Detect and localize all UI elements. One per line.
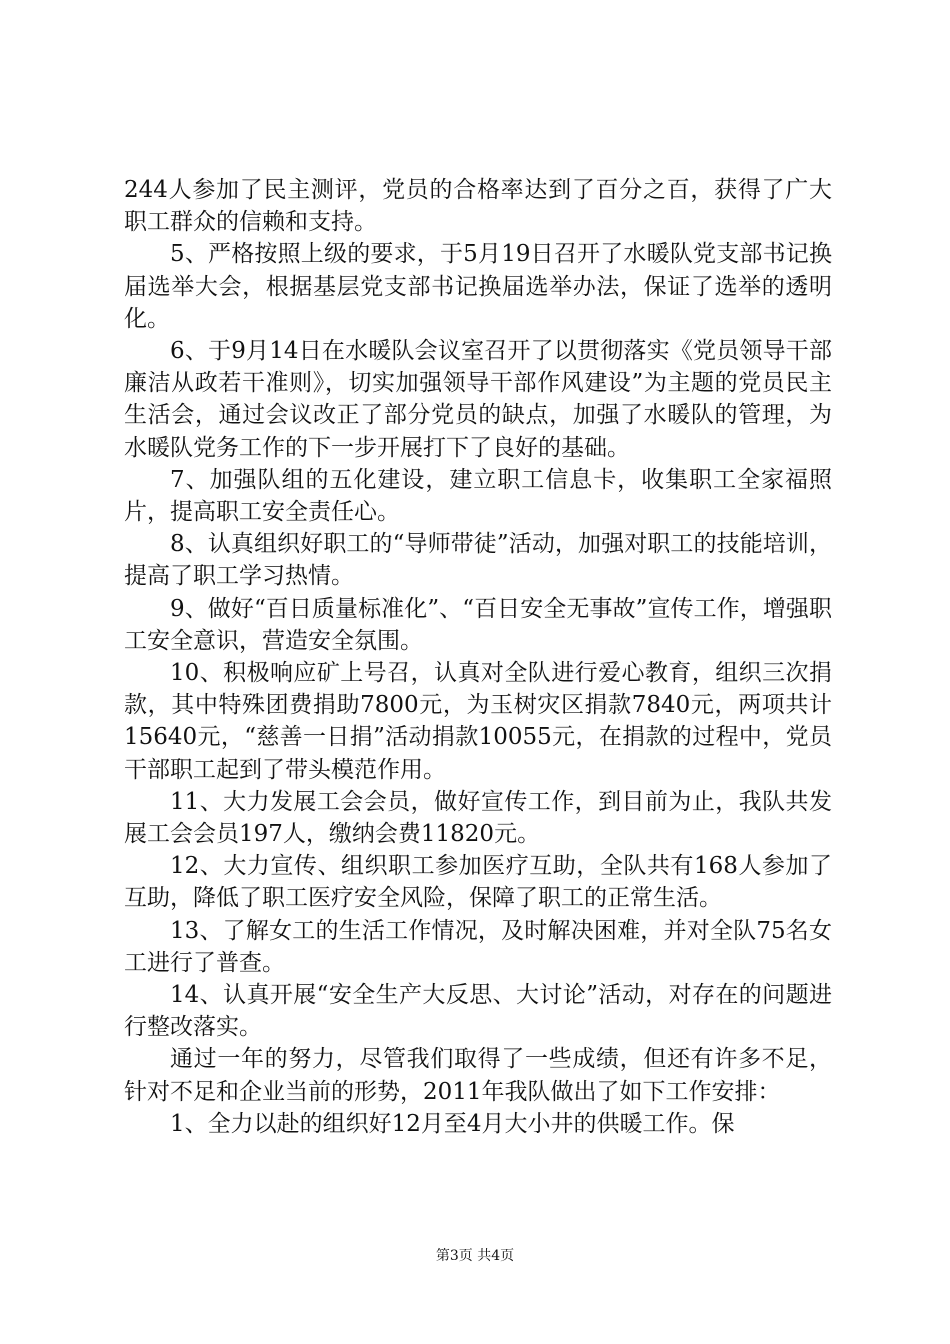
paragraph-13: 1、全力以赴的组织好12月至4月大小井的供暖工作。保 <box>170 1110 735 1137</box>
paragraph-10: 13、了解女工的生活工作情况，及时解决困难，并对全队75名女工进行了普查。 <box>124 917 832 976</box>
paragraph-1: 244人参加了民主测评，党员的合格率达到了百分之百，获得了广大职工群众的信赖和支持。 <box>124 177 832 236</box>
paragraph-6: 9、做好“百日质量标准化”、“百日安全无事故”宣传工作，增强职工安全意识，营造安全氛围。 <box>124 595 832 654</box>
paragraph-11: 14、认真开展“安全生产大反思、大讨论”活动，对存在的问题进行整改落实。 <box>124 982 832 1041</box>
paragraph-3: 6、于9月14日在水暖队会议室召开了以贯彻落实《党员领导干部廉洁从政若干准则》，切实加强领导干部作风建设”为主题的党员民主生活会，通过会议改正了部分党员的缺点，加强了水暖队的管理，为水暖队党务工作的下一步开展打下了良好的基础。 <box>124 338 832 461</box>
paragraph-2: 5、严格按照上级的要求，于5月19日召开了水暖队党支部书记换届选举大会，根据基层党支部书记换届选举办法，保证了选举的透明化。 <box>124 241 832 332</box>
paragraph-12: 通过一年的努力，尽管我们取得了一些成绩，但还有许多不足，针对不足和企业当前的形势，2011年我队做出了如下工作安排： <box>124 1046 832 1105</box>
document-body <box>124 174 832 1140</box>
paragraph-7: 10、积极响应矿上号召，认真对全队进行爱心教育，组织三次捐款，其中特殊团费捐助7800元，为玉树灾区捐款7840元，两项共计15640元，“慈善一日捐”活动捐款10055元，在捐款的过程中，党员干部职工起到了带头模范作用。 <box>124 660 832 783</box>
paragraph-5: 8、认真组织好职工的“导师带徒”活动，加强对职工的技能培训，提高了职工学习热情。 <box>124 531 832 590</box>
paragraph-4: 7、加强队组的五化建设，建立职工信息卡，收集职工全家福照片，提高职工安全责任心。 <box>124 466 832 526</box>
paragraph-9: 12、大力宣传、组织职工参加医疗互助，全队共有168人参加了互助，降低了职工医疗安全风险，保障了职工的正常生活。 <box>124 853 832 912</box>
paragraph-8: 11、大力发展工会会员，做好宣传工作，到目前为止，我队共发展工会会员197人，缴纳会费11820元。 <box>124 788 832 848</box>
page-footer: 第3页 共4页 <box>435 1248 515 1264</box>
